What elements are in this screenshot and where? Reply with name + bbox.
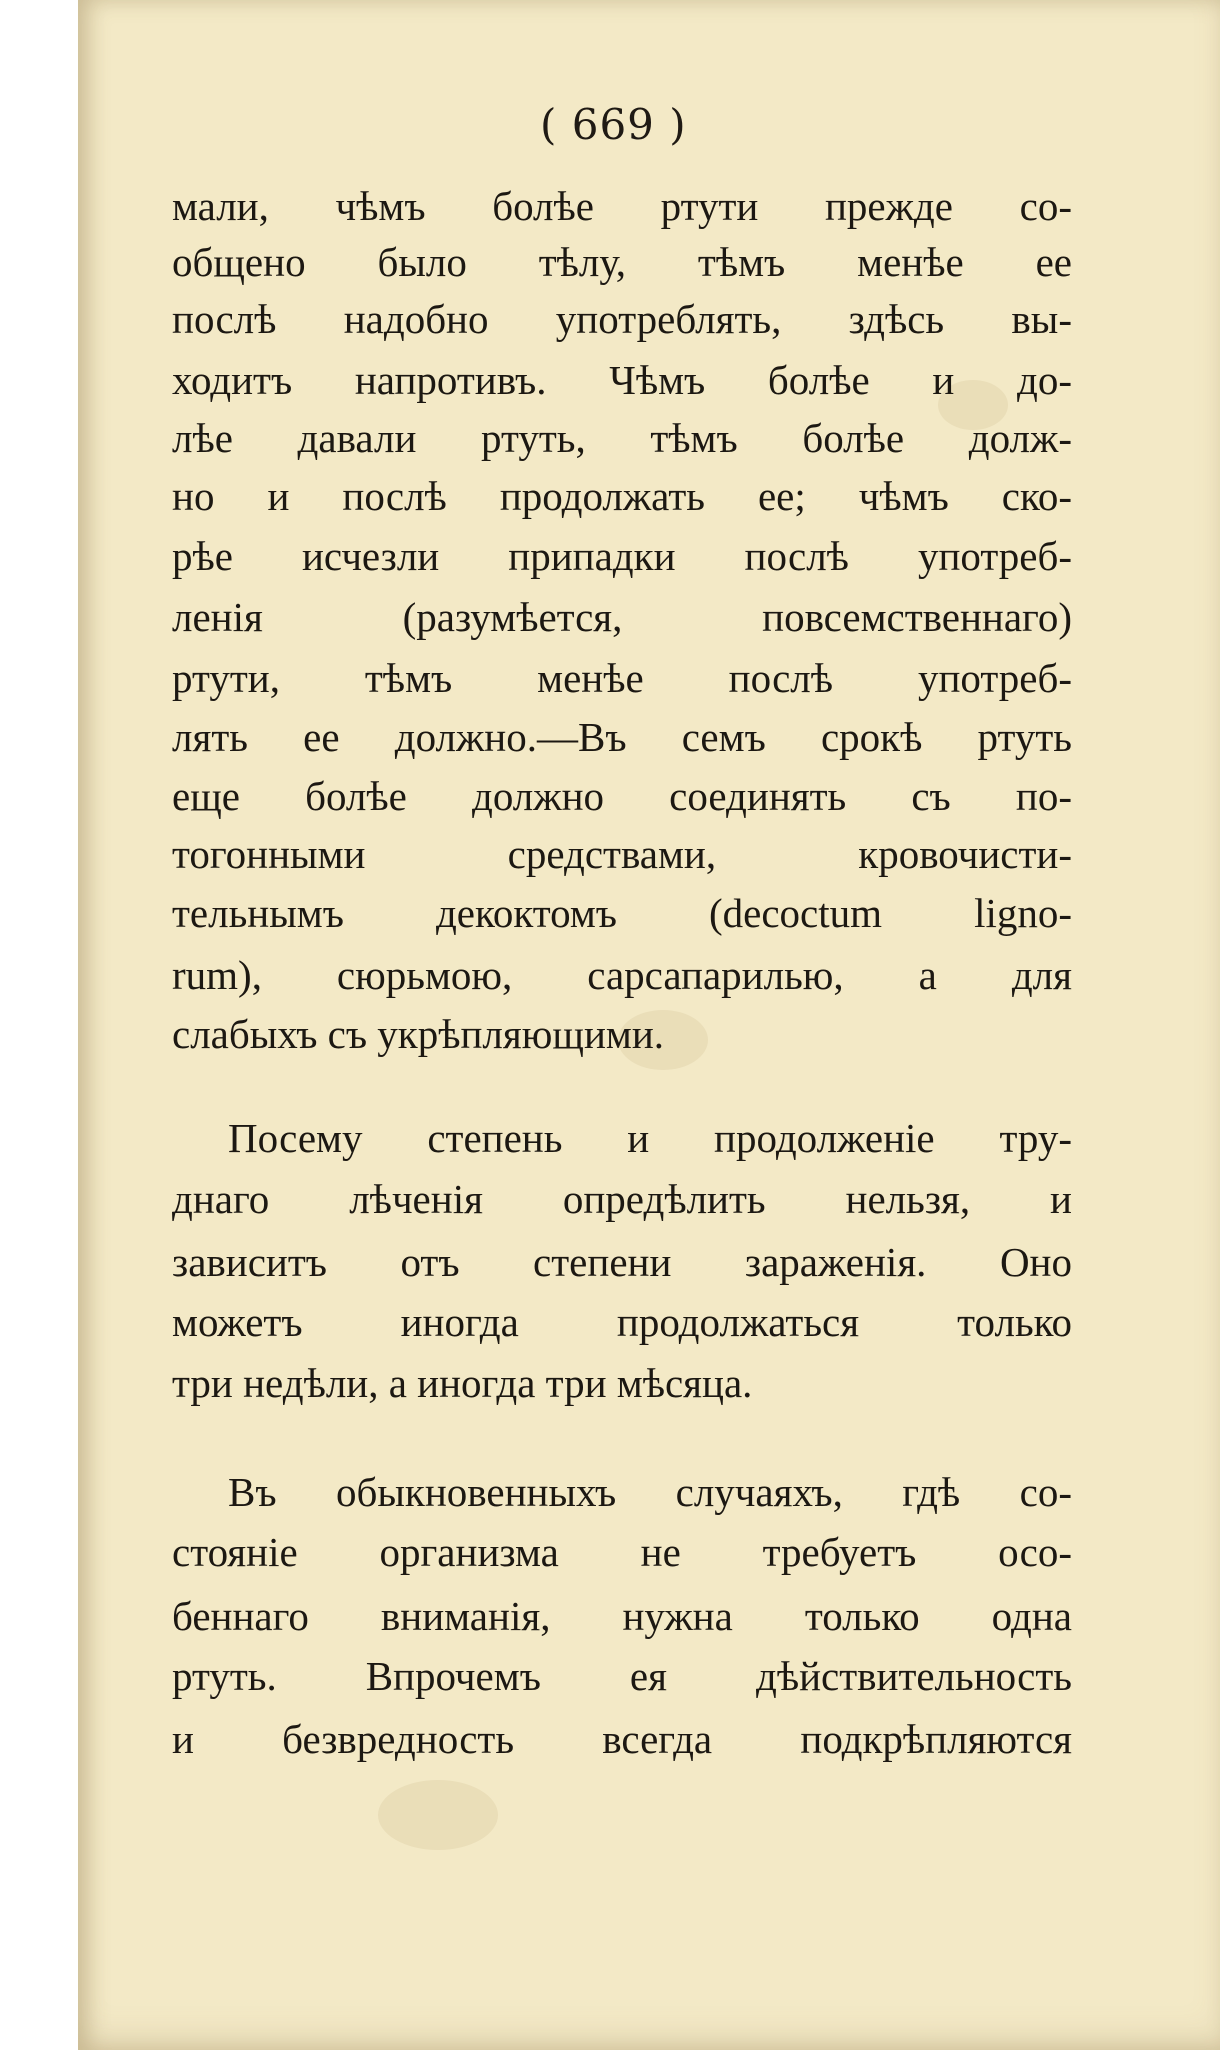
text-line: но и послѣ продолжать ее; чѣмъ ско- [172,473,1072,519]
text-line: три недѣли, а иногда три мѣсяца. [172,1360,753,1406]
text-line: Посему степень и продолженіе тру- [228,1115,1072,1161]
text-line: стояніе организма не требуетъ осо- [172,1529,1072,1575]
text-line: тогонными средствами, кровочисти- [172,831,1072,877]
text-line: зависитъ отъ степени зараженія. Оно [172,1239,1072,1285]
text-line: ходитъ напротивъ. Чѣмъ болѣе и до- [172,357,1072,403]
text-line: днаго лѣченія опредѣлить нельзя, и [172,1176,1072,1222]
text-line: беннаго вниманія, нужна только одна [172,1593,1072,1639]
page-number: ( 669 ) [540,100,687,149]
text-line: послѣ надобно употреблять, здѣсь вы- [172,296,1072,342]
text-line: лять ее должно.—Въ семъ срокѣ ртуть [172,714,1072,760]
text-line: Въ обыкновенныхъ случаяхъ, гдѣ со- [228,1469,1072,1515]
text-line: rum), сюрьмою, сарсапарилью, а для [172,952,1072,998]
text-line: мали, чѣмъ болѣе ртути прежде со- [172,183,1072,229]
text-line: и безвредность всегда подкрѣпляются [172,1716,1072,1762]
text-line: ртуть. Впрочемъ ея дѣйствительность [172,1653,1072,1699]
text-line: рѣе исчезли припадки послѣ употреб- [172,533,1072,579]
text-line: ленія (разумѣется, повсемственнаго) [172,594,1072,640]
text-line: тельнымъ декоктомъ (decoctum ligno- [172,890,1072,936]
text-line: общено было тѣлу, тѣмъ менѣе ее [172,239,1072,285]
text-line: еще болѣе должно соединять съ по- [172,773,1072,819]
text-line: ртути, тѣмъ менѣе послѣ употреб- [172,655,1072,701]
text-line: лѣе давали ртуть, тѣмъ болѣе долж- [172,415,1072,461]
text-line: слабыхъ съ укрѣпляющими. [172,1011,665,1057]
text-line: можетъ иногда продолжаться только [172,1299,1072,1345]
